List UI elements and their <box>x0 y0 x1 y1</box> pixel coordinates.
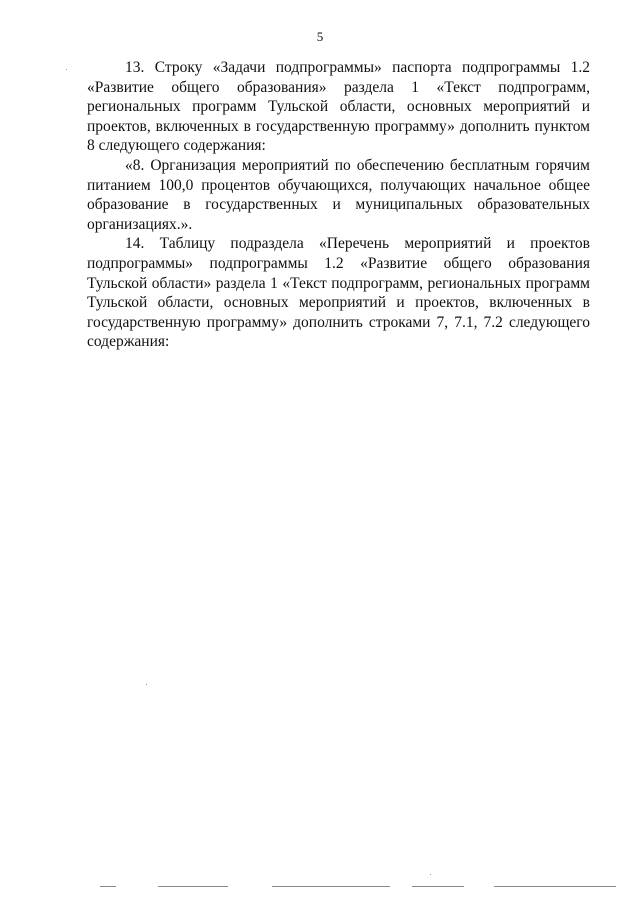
paragraph-item-14: 14. Таблицу подраздела «Перечень мероприятий и проектов подпрограммы» подпрограммы 1.2 «Развитие общего образования Тульской области» раздела 1 «Текст подпрограмм, региональных программ Тульской области, основных мероприятий и проектов, включенных в государственную программу» дополнить строками 7, 7.1, 7.2 следующего содержания: <box>87 235 590 351</box>
scan-speck <box>66 69 67 70</box>
scan-artifact-line <box>100 886 116 887</box>
scan-speck <box>430 874 431 875</box>
scan-artifact-line <box>412 886 464 887</box>
paragraph-item-8-quote: «8. Организация мероприятий по обеспечению бесплатным горячим питанием 100,0 процентов обучающихся, получающих начальное общее образование в государственных и муниципальных образовательных организациях.». <box>87 156 590 233</box>
page-number: 5 <box>316 29 324 44</box>
scan-artifact-line <box>158 886 228 887</box>
scan-artifact-line <box>272 886 390 887</box>
paragraph-item-13: 13. Строку «Задачи подпрограммы» паспорта подпрограммы 1.2 «Развитие общего образования» раздела 1 «Текст подпрограмм, региональных программ Тульской области, основных мероприятий и проектов, включенных в государственную программу» дополнить пунктом 8 следующего содержания: <box>87 59 590 155</box>
scan-artifact-line <box>494 886 616 887</box>
scan-speck <box>146 684 147 685</box>
document-body <box>87 58 590 352</box>
